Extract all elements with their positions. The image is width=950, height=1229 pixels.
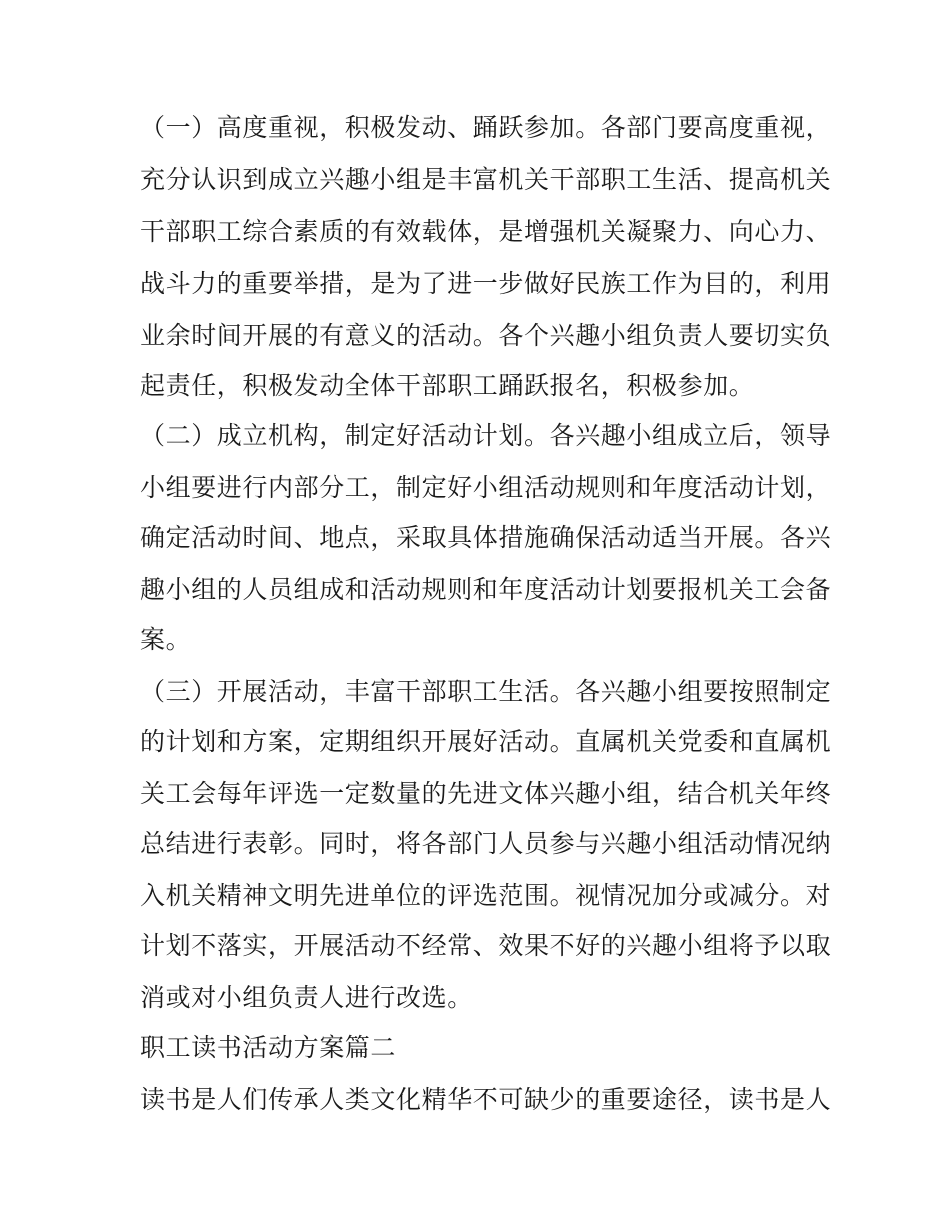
text-line: 读书是人们传承人类文化精华不可缺少的重要途径，读书是人 <box>140 1085 832 1114</box>
text-line: 干部职工综合素质的有效载体，是增强机关凝聚力、向心力、 <box>140 217 832 246</box>
text-line: 业余时间开展的有意义的活动。各个兴趣小组负责人要切实负 <box>140 321 832 350</box>
text-line: （二）成立机构，制定好活动计划。各兴趣小组成立后，领导 <box>140 421 832 450</box>
text-line: 关工会每年评选一定数量的先进文体兴趣小组，结合机关年终 <box>140 779 832 808</box>
text-line: （一）高度重视，积极发动、踊跃参加。各部门要高度重视， <box>140 113 832 142</box>
text-line: 案。 <box>140 625 192 654</box>
text-line: 战斗力的重要举措，是为了进一步做好民族工作为目的，利用 <box>140 269 832 298</box>
text-line: 小组要进行内部分工，制定好小组活动规则和年度活动计划， <box>140 473 832 502</box>
text-line: （三）开展活动，丰富干部职工生活。各兴趣小组要按照制定 <box>140 677 832 706</box>
text-line: 计划不落实，开展活动不经常、效果不好的兴趣小组将予以取 <box>140 931 832 960</box>
text-line: 总结进行表彰。同时，将各部门人员参与兴趣小组活动情况纳 <box>140 829 832 858</box>
text-line: 充分认识到成立兴趣小组是丰富机关干部职工生活、提高机关 <box>140 165 832 194</box>
text-line: 起责任，积极发动全体干部职工踊跃报名，积极参加。 <box>140 371 755 400</box>
text-line: 的计划和方案，定期组织开展好活动。直属机关党委和直属机 <box>140 727 832 756</box>
text-line: 确定活动时间、地点，采取具体措施确保活动适当开展。各兴 <box>140 523 832 552</box>
section-heading: 职工读书活动方案篇二 <box>140 1033 397 1062</box>
text-line: 入机关精神文明先进单位的评选范围。视情况加分或减分。对 <box>140 881 832 910</box>
text-line: 消或对小组负责人进行改选。 <box>140 983 473 1012</box>
text-line: 趣小组的人员组成和活动规则和年度活动计划要报机关工会备 <box>140 575 832 604</box>
